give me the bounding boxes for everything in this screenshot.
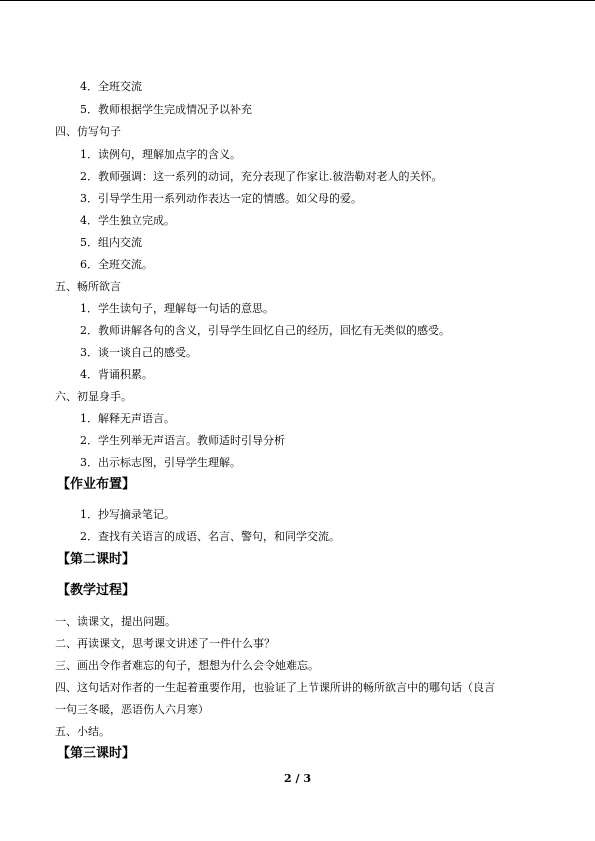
list-item: 五、小结。 [55, 725, 110, 738]
list-item: 4．全班交流 [80, 80, 142, 93]
list-item: 2．查找有关语言的成语、名言、警句，和同学交流。 [80, 530, 340, 543]
lesson2-heading: 【第二课时】 [57, 552, 136, 567]
list-item: 5．教师根据学生完成情况予以补充 [80, 103, 252, 116]
section-title: 六、初显身手。 [55, 390, 132, 403]
list-item: 一句三冬暖，恶语伤人六月寒） [55, 703, 209, 716]
list-item: 1．解释无声语言。 [80, 412, 175, 425]
list-item: 2．教师讲解各句的含义，引导学生回忆自己的经历，回忆有无类似的感受。 [80, 324, 450, 337]
list-item: 四、这句话对作者的一生起着重要作用，也验证了上节课所讲的畅所欲言中的哪句话（良言 [55, 681, 495, 694]
list-item: 1．读例句，理解加点字的含义。 [80, 148, 241, 161]
list-item: 1．学生读句子，理解每一句话的意思。 [80, 302, 274, 315]
list-item: 3．谈一谈自己的感受。 [80, 346, 197, 359]
homework-heading: 【作业布置】 [57, 477, 136, 492]
list-item: 2．学生列举无声语言。教师适时引导分析 [80, 434, 285, 447]
list-item: 三、画出令作者难忘的句子，想想为什么会令她难忘。 [55, 659, 319, 672]
list-item: 1．抄写摘录笔记。 [80, 508, 175, 521]
list-item: 4．背诵积累。 [80, 368, 153, 381]
section-title: 五、畅所欲言 [55, 280, 121, 293]
section-title: 四、仿写句子 [55, 125, 121, 138]
page-number: 2 / 3 [284, 772, 311, 785]
list-item: 3．引导学生用一系列动作表达一定的情感。如父母的爱。 [80, 192, 362, 205]
list-item: 一、读课文，提出问题。 [55, 615, 176, 628]
process-heading: 【教学过程】 [57, 583, 136, 598]
list-item: 2．教师强调：这一系列的动词，充分表现了作家让.彼浩勒对老人的关怀。 [80, 170, 443, 183]
page-top-border [0, 0, 595, 1]
list-item: 6．全班交流。 [80, 258, 153, 271]
list-item: 二、再读课文，思考课文讲述了一件什么事？ [55, 637, 275, 650]
list-item: 4．学生独立完成。 [80, 214, 175, 227]
list-item: 5．组内交流 [80, 236, 142, 249]
lesson3-heading: 【第三课时】 [57, 746, 136, 761]
list-item: 3．出示标志图，引导学生理解。 [80, 456, 241, 469]
